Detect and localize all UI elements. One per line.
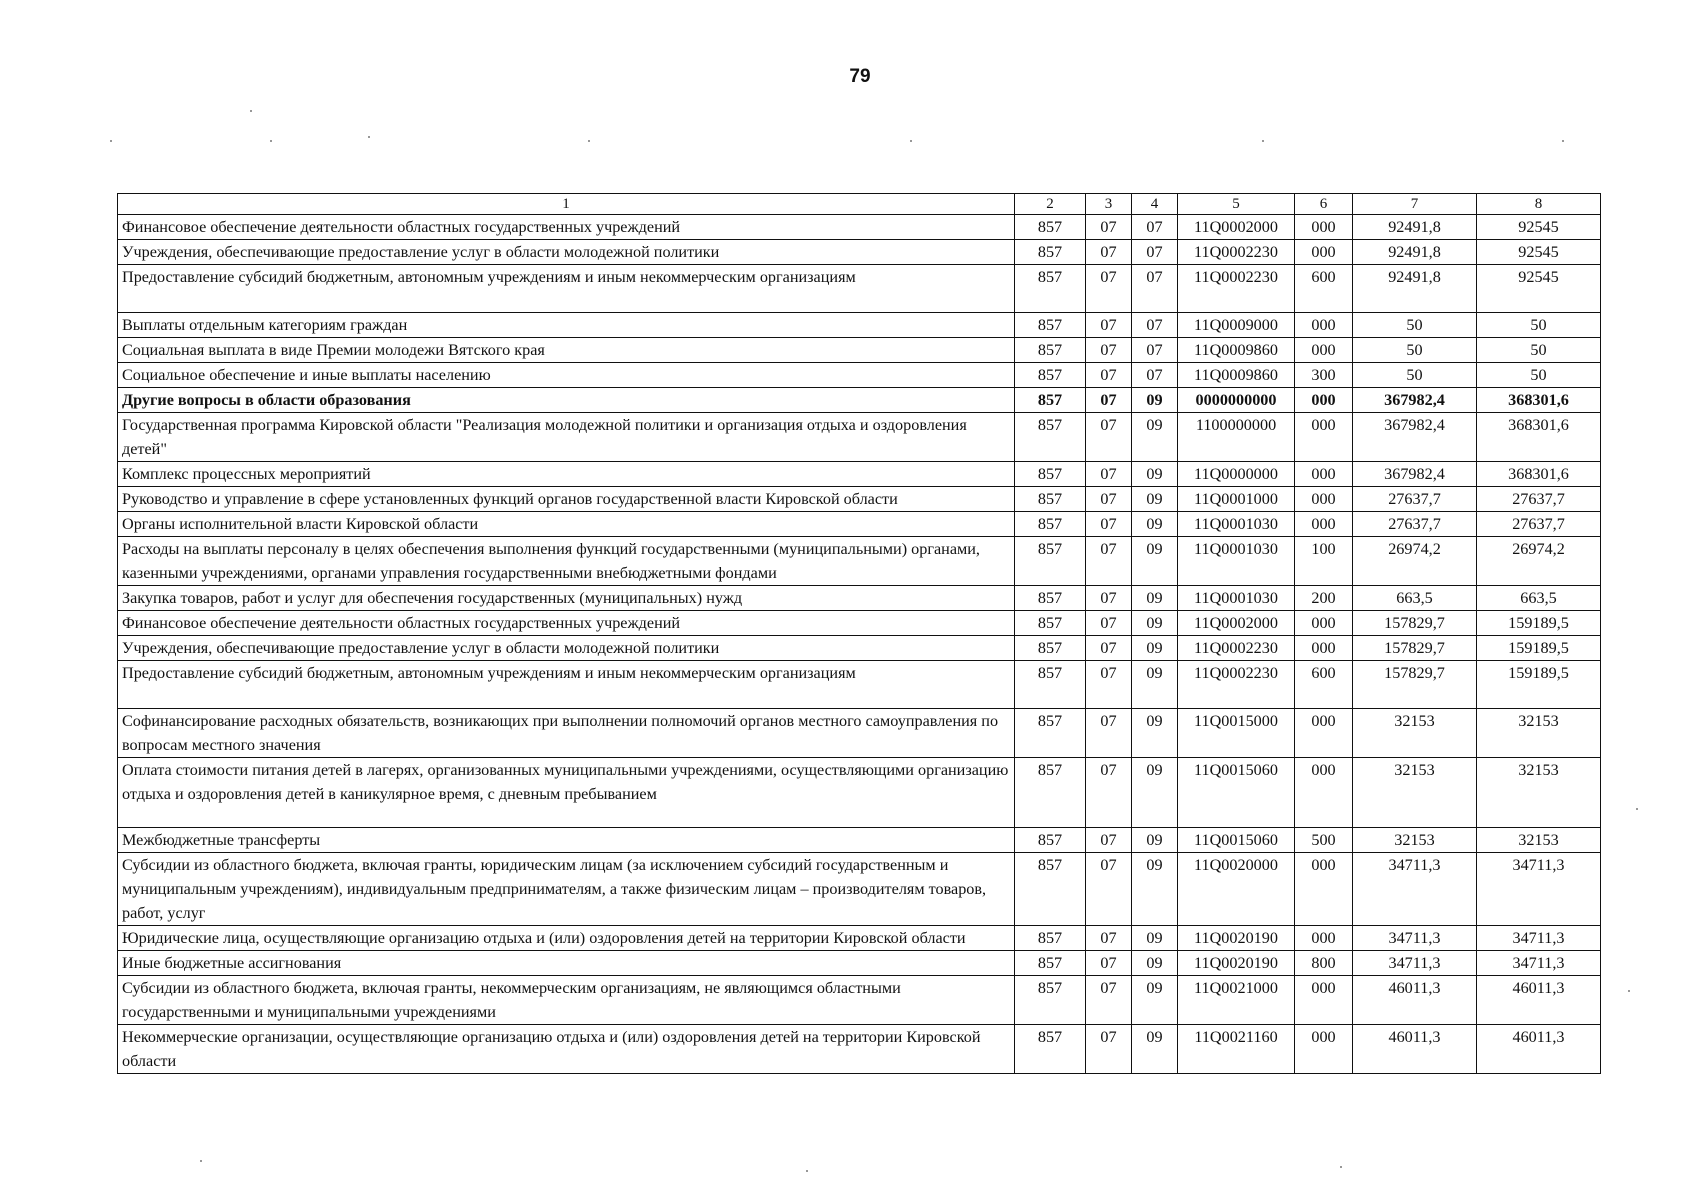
amount-year2-cell: 92545 bbox=[1477, 240, 1601, 265]
subsection-cell: 07 bbox=[1132, 215, 1178, 240]
row-name-cell: Закупка товаров, работ и услуг для обеспечения государственных (муниципальных) нужд bbox=[118, 586, 1015, 611]
section-cell: 07 bbox=[1086, 976, 1132, 1025]
amount-year1-cell: 663,5 bbox=[1353, 586, 1477, 611]
amount-year2-cell: 32153 bbox=[1477, 758, 1601, 828]
amount-year2-cell: 159189,5 bbox=[1477, 661, 1601, 709]
subsection-cell: 09 bbox=[1132, 636, 1178, 661]
row-name-cell: Выплаты отдельным категориям граждан bbox=[118, 313, 1015, 338]
amount-year2-cell: 50 bbox=[1477, 338, 1601, 363]
expense-type-cell: 000 bbox=[1295, 636, 1353, 661]
subsection-cell: 07 bbox=[1132, 240, 1178, 265]
amount-year2-cell: 50 bbox=[1477, 363, 1601, 388]
row-name-cell: Государственная программа Кировской области "Реализация молодежной политики и организация отдыха и оздоровления детей" bbox=[118, 413, 1015, 462]
expense-type-cell: 000 bbox=[1295, 413, 1353, 462]
subsection-cell: 07 bbox=[1132, 265, 1178, 313]
table-row bbox=[118, 853, 1601, 926]
expense-type-cell: 000 bbox=[1295, 462, 1353, 487]
table-row bbox=[118, 388, 1601, 413]
amount-year2-cell: 159189,5 bbox=[1477, 611, 1601, 636]
expense-type-cell: 000 bbox=[1295, 512, 1353, 537]
target-item-cell: 11Q0015060 bbox=[1178, 758, 1295, 828]
column-header: 6 bbox=[1295, 194, 1353, 215]
subsection-cell: 09 bbox=[1132, 926, 1178, 951]
amount-year2-cell: 27637,7 bbox=[1477, 487, 1601, 512]
amount-year1-cell: 50 bbox=[1353, 313, 1477, 338]
amount-year2-cell: 32153 bbox=[1477, 709, 1601, 758]
section-cell: 07 bbox=[1086, 313, 1132, 338]
table-row bbox=[118, 586, 1601, 611]
subsection-cell: 09 bbox=[1132, 1025, 1178, 1074]
target-item-cell: 11Q0020000 bbox=[1178, 853, 1295, 926]
section-cell: 07 bbox=[1086, 413, 1132, 462]
subsection-cell: 09 bbox=[1132, 586, 1178, 611]
table-row bbox=[118, 413, 1601, 462]
row-name-cell: Социальное обеспечение и иные выплаты населению bbox=[118, 363, 1015, 388]
amount-year1-cell: 92491,8 bbox=[1353, 265, 1477, 313]
amount-year1-cell: 34711,3 bbox=[1353, 951, 1477, 976]
column-header: 2 bbox=[1015, 194, 1086, 215]
amount-year1-cell: 34711,3 bbox=[1353, 853, 1477, 926]
table-row bbox=[118, 338, 1601, 363]
table-row bbox=[118, 462, 1601, 487]
gl-code-cell: 857 bbox=[1015, 388, 1086, 413]
section-cell: 07 bbox=[1086, 926, 1132, 951]
amount-year2-cell: 92545 bbox=[1477, 265, 1601, 313]
table-row bbox=[118, 951, 1601, 976]
gl-code-cell: 857 bbox=[1015, 976, 1086, 1025]
table-row bbox=[118, 976, 1601, 1025]
table-row bbox=[118, 926, 1601, 951]
target-item-cell: 11Q0015060 bbox=[1178, 828, 1295, 853]
row-name-cell: Социальная выплата в виде Премии молодежи Вятского края bbox=[118, 338, 1015, 363]
page-number: 79 bbox=[849, 66, 871, 87]
row-name-cell: Учреждения, обеспечивающие предоставление услуг в области молодежной политики bbox=[118, 240, 1015, 265]
table-row bbox=[118, 240, 1601, 265]
gl-code-cell: 857 bbox=[1015, 313, 1086, 338]
budget-table bbox=[117, 193, 1601, 1074]
section-cell: 07 bbox=[1086, 586, 1132, 611]
amount-year2-cell: 368301,6 bbox=[1477, 462, 1601, 487]
amount-year2-cell: 46011,3 bbox=[1477, 1025, 1601, 1074]
subsection-cell: 09 bbox=[1132, 462, 1178, 487]
target-item-cell: 11Q0002230 bbox=[1178, 265, 1295, 313]
scan-speck bbox=[1628, 990, 1630, 992]
subsection-cell: 09 bbox=[1132, 388, 1178, 413]
expense-type-cell: 500 bbox=[1295, 828, 1353, 853]
subsection-cell: 07 bbox=[1132, 363, 1178, 388]
amount-year2-cell: 159189,5 bbox=[1477, 636, 1601, 661]
subsection-cell: 09 bbox=[1132, 828, 1178, 853]
subsection-cell: 07 bbox=[1132, 313, 1178, 338]
amount-year2-cell: 26974,2 bbox=[1477, 537, 1601, 586]
section-cell: 07 bbox=[1086, 951, 1132, 976]
table-row bbox=[118, 512, 1601, 537]
gl-code-cell: 857 bbox=[1015, 758, 1086, 828]
amount-year2-cell: 368301,6 bbox=[1477, 388, 1601, 413]
amount-year1-cell: 50 bbox=[1353, 363, 1477, 388]
gl-code-cell: 857 bbox=[1015, 661, 1086, 709]
target-item-cell: 11Q0009860 bbox=[1178, 363, 1295, 388]
row-name-cell: Оплата стоимости питания детей в лагерях, организованных муниципальными учреждениями, осуществляющими организацию отдыха и оздоровления детей в каникулярное время, с дневным пребыванием bbox=[118, 758, 1015, 828]
expense-type-cell: 000 bbox=[1295, 853, 1353, 926]
amount-year1-cell: 32153 bbox=[1353, 828, 1477, 853]
expense-type-cell: 600 bbox=[1295, 661, 1353, 709]
target-item-cell: 11Q0021000 bbox=[1178, 976, 1295, 1025]
row-name-cell: Расходы на выплаты персоналу в целях обеспечения выполнения функций государственными (муниципальными) органами, казенными учреждениями, органами управления государственными внебюджетными фондами bbox=[118, 537, 1015, 586]
table-header-row bbox=[118, 194, 1601, 215]
table-row bbox=[118, 363, 1601, 388]
expense-type-cell: 200 bbox=[1295, 586, 1353, 611]
section-cell: 07 bbox=[1086, 661, 1132, 709]
amount-year1-cell: 34711,3 bbox=[1353, 926, 1477, 951]
row-name-cell: Межбюджетные трансферты bbox=[118, 828, 1015, 853]
section-cell: 07 bbox=[1086, 512, 1132, 537]
expense-type-cell: 000 bbox=[1295, 926, 1353, 951]
table-row bbox=[118, 758, 1601, 828]
amount-year1-cell: 26974,2 bbox=[1353, 537, 1477, 586]
expense-type-cell: 000 bbox=[1295, 313, 1353, 338]
section-cell: 07 bbox=[1086, 758, 1132, 828]
row-name-cell: Некоммерческие организации, осуществляющие организацию отдыха и (или) оздоровления детей на территории Кировской области bbox=[118, 1025, 1015, 1074]
amount-year1-cell: 157829,7 bbox=[1353, 611, 1477, 636]
gl-code-cell: 857 bbox=[1015, 926, 1086, 951]
row-name-cell: Комплекс процессных мероприятий bbox=[118, 462, 1015, 487]
scan-speck bbox=[1562, 140, 1564, 142]
row-name-cell: Финансовое обеспечение деятельности областных государственных учреждений bbox=[118, 611, 1015, 636]
section-cell: 07 bbox=[1086, 265, 1132, 313]
expense-type-cell: 300 bbox=[1295, 363, 1353, 388]
target-item-cell: 0000000000 bbox=[1178, 388, 1295, 413]
row-name-cell: Учреждения, обеспечивающие предоставление услуг в области молодежной политики bbox=[118, 636, 1015, 661]
scan-speck bbox=[910, 140, 912, 142]
amount-year2-cell: 368301,6 bbox=[1477, 413, 1601, 462]
row-name-cell: Другие вопросы в области образования bbox=[118, 388, 1015, 413]
gl-code-cell: 857 bbox=[1015, 265, 1086, 313]
target-item-cell: 11Q0015000 bbox=[1178, 709, 1295, 758]
gl-code-cell: 857 bbox=[1015, 240, 1086, 265]
gl-code-cell: 857 bbox=[1015, 586, 1086, 611]
amount-year1-cell: 32153 bbox=[1353, 709, 1477, 758]
amount-year1-cell: 367982,4 bbox=[1353, 388, 1477, 413]
gl-code-cell: 857 bbox=[1015, 853, 1086, 926]
amount-year2-cell: 34711,3 bbox=[1477, 926, 1601, 951]
scan-speck bbox=[1340, 1166, 1342, 1168]
row-name-cell: Субсидии из областного бюджета, включая гранты, некоммерческим организациям, не являющимся областными государственными и муниципальными учреждениями bbox=[118, 976, 1015, 1025]
scan-speck bbox=[110, 140, 112, 142]
section-cell: 07 bbox=[1086, 363, 1132, 388]
section-cell: 07 bbox=[1086, 487, 1132, 512]
section-cell: 07 bbox=[1086, 611, 1132, 636]
expense-type-cell: 000 bbox=[1295, 240, 1353, 265]
expense-type-cell: 000 bbox=[1295, 215, 1353, 240]
table-row bbox=[118, 313, 1601, 338]
target-item-cell: 11Q0002000 bbox=[1178, 215, 1295, 240]
amount-year2-cell: 34711,3 bbox=[1477, 853, 1601, 926]
row-name-cell: Финансовое обеспечение деятельности областных государственных учреждений bbox=[118, 215, 1015, 240]
column-header: 3 bbox=[1086, 194, 1132, 215]
amount-year1-cell: 157829,7 bbox=[1353, 636, 1477, 661]
scan-speck bbox=[588, 140, 590, 142]
subsection-cell: 09 bbox=[1132, 709, 1178, 758]
amount-year2-cell: 46011,3 bbox=[1477, 976, 1601, 1025]
expense-type-cell: 000 bbox=[1295, 709, 1353, 758]
gl-code-cell: 857 bbox=[1015, 338, 1086, 363]
scan-speck bbox=[200, 1160, 202, 1162]
gl-code-cell: 857 bbox=[1015, 215, 1086, 240]
table-row bbox=[118, 636, 1601, 661]
scan-speck bbox=[250, 110, 252, 112]
amount-year2-cell: 50 bbox=[1477, 313, 1601, 338]
section-cell: 07 bbox=[1086, 215, 1132, 240]
target-item-cell: 11Q0000000 bbox=[1178, 462, 1295, 487]
subsection-cell: 09 bbox=[1132, 758, 1178, 828]
column-header: 8 bbox=[1477, 194, 1601, 215]
column-header: 1 bbox=[118, 194, 1015, 215]
expense-type-cell: 100 bbox=[1295, 537, 1353, 586]
subsection-cell: 09 bbox=[1132, 661, 1178, 709]
amount-year1-cell: 46011,3 bbox=[1353, 1025, 1477, 1074]
subsection-cell: 07 bbox=[1132, 338, 1178, 363]
amount-year2-cell: 92545 bbox=[1477, 215, 1601, 240]
amount-year2-cell: 34711,3 bbox=[1477, 951, 1601, 976]
target-item-cell: 11Q0002230 bbox=[1178, 636, 1295, 661]
amount-year2-cell: 27637,7 bbox=[1477, 512, 1601, 537]
gl-code-cell: 857 bbox=[1015, 537, 1086, 586]
gl-code-cell: 857 bbox=[1015, 709, 1086, 758]
section-cell: 07 bbox=[1086, 537, 1132, 586]
table-row bbox=[118, 215, 1601, 240]
scan-speck bbox=[270, 140, 272, 142]
subsection-cell: 09 bbox=[1132, 413, 1178, 462]
table-row bbox=[118, 265, 1601, 313]
amount-year1-cell: 92491,8 bbox=[1353, 215, 1477, 240]
gl-code-cell: 857 bbox=[1015, 413, 1086, 462]
gl-code-cell: 857 bbox=[1015, 363, 1086, 388]
target-item-cell: 1100000000 bbox=[1178, 413, 1295, 462]
target-item-cell: 11Q0002230 bbox=[1178, 661, 1295, 709]
scan-speck bbox=[368, 136, 370, 138]
amount-year1-cell: 27637,7 bbox=[1353, 487, 1477, 512]
column-header: 5 bbox=[1178, 194, 1295, 215]
amount-year1-cell: 50 bbox=[1353, 338, 1477, 363]
gl-code-cell: 857 bbox=[1015, 636, 1086, 661]
row-name-cell: Иные бюджетные ассигнования bbox=[118, 951, 1015, 976]
row-name-cell: Субсидии из областного бюджета, включая гранты, юридическим лицам (за исключением субсидий государственным и муниципальным учреждениям), индивидуальным предпринимателям, а также физическим лицам – производителям товаров, работ, услуг bbox=[118, 853, 1015, 926]
row-name-cell: Руководство и управление в сфере установленных функций органов государственной власти Кировской области bbox=[118, 487, 1015, 512]
amount-year2-cell: 663,5 bbox=[1477, 586, 1601, 611]
table-row bbox=[118, 611, 1601, 636]
target-item-cell: 11Q0001030 bbox=[1178, 586, 1295, 611]
target-item-cell: 11Q0020190 bbox=[1178, 926, 1295, 951]
target-item-cell: 11Q0009860 bbox=[1178, 338, 1295, 363]
amount-year1-cell: 367982,4 bbox=[1353, 462, 1477, 487]
target-item-cell: 11Q0009000 bbox=[1178, 313, 1295, 338]
expense-type-cell: 000 bbox=[1295, 976, 1353, 1025]
expense-type-cell: 000 bbox=[1295, 758, 1353, 828]
gl-code-cell: 857 bbox=[1015, 512, 1086, 537]
expense-type-cell: 800 bbox=[1295, 951, 1353, 976]
section-cell: 07 bbox=[1086, 388, 1132, 413]
row-name-cell: Софинансирование расходных обязательств, возникающих при выполнении полномочий органов местного самоуправления по вопросам местного значения bbox=[118, 709, 1015, 758]
subsection-cell: 09 bbox=[1132, 976, 1178, 1025]
section-cell: 07 bbox=[1086, 853, 1132, 926]
expense-type-cell: 000 bbox=[1295, 1025, 1353, 1074]
section-cell: 07 bbox=[1086, 828, 1132, 853]
subsection-cell: 09 bbox=[1132, 951, 1178, 976]
table-row bbox=[118, 487, 1601, 512]
amount-year1-cell: 92491,8 bbox=[1353, 240, 1477, 265]
target-item-cell: 11Q0021160 bbox=[1178, 1025, 1295, 1074]
column-header: 7 bbox=[1353, 194, 1477, 215]
target-item-cell: 11Q0020190 bbox=[1178, 951, 1295, 976]
column-header: 4 bbox=[1132, 194, 1178, 215]
section-cell: 07 bbox=[1086, 240, 1132, 265]
table-row bbox=[118, 709, 1601, 758]
section-cell: 07 bbox=[1086, 1025, 1132, 1074]
gl-code-cell: 857 bbox=[1015, 462, 1086, 487]
scan-speck bbox=[806, 1170, 808, 1172]
section-cell: 07 bbox=[1086, 636, 1132, 661]
target-item-cell: 11Q0001030 bbox=[1178, 537, 1295, 586]
expense-type-cell: 000 bbox=[1295, 338, 1353, 363]
expense-type-cell: 000 bbox=[1295, 388, 1353, 413]
subsection-cell: 09 bbox=[1132, 611, 1178, 636]
subsection-cell: 09 bbox=[1132, 512, 1178, 537]
table-row bbox=[118, 537, 1601, 586]
scan-speck bbox=[1636, 808, 1638, 810]
expense-type-cell: 000 bbox=[1295, 487, 1353, 512]
target-item-cell: 11Q0002230 bbox=[1178, 240, 1295, 265]
table-row bbox=[118, 1025, 1601, 1074]
gl-code-cell: 857 bbox=[1015, 951, 1086, 976]
amount-year1-cell: 367982,4 bbox=[1353, 413, 1477, 462]
amount-year1-cell: 32153 bbox=[1353, 758, 1477, 828]
row-name-cell: Предоставление субсидий бюджетным, автономным учреждениям и иным некоммерческим организациям bbox=[118, 265, 1015, 313]
expense-type-cell: 000 bbox=[1295, 611, 1353, 636]
gl-code-cell: 857 bbox=[1015, 611, 1086, 636]
target-item-cell: 11Q0001030 bbox=[1178, 512, 1295, 537]
gl-code-cell: 857 bbox=[1015, 828, 1086, 853]
table-row bbox=[118, 661, 1601, 709]
section-cell: 07 bbox=[1086, 462, 1132, 487]
target-item-cell: 11Q0002000 bbox=[1178, 611, 1295, 636]
section-cell: 07 bbox=[1086, 709, 1132, 758]
subsection-cell: 09 bbox=[1132, 487, 1178, 512]
row-name-cell: Юридические лица, осуществляющие организацию отдыха и (или) оздоровления детей на территории Кировской области bbox=[118, 926, 1015, 951]
subsection-cell: 09 bbox=[1132, 537, 1178, 586]
scan-speck bbox=[1262, 140, 1264, 142]
subsection-cell: 09 bbox=[1132, 853, 1178, 926]
row-name-cell: Органы исполнительной власти Кировской области bbox=[118, 512, 1015, 537]
table-row bbox=[118, 828, 1601, 853]
expense-type-cell: 600 bbox=[1295, 265, 1353, 313]
row-name-cell: Предоставление субсидий бюджетным, автономным учреждениям и иным некоммерческим организациям bbox=[118, 661, 1015, 709]
section-cell: 07 bbox=[1086, 338, 1132, 363]
amount-year1-cell: 157829,7 bbox=[1353, 661, 1477, 709]
amount-year1-cell: 46011,3 bbox=[1353, 976, 1477, 1025]
gl-code-cell: 857 bbox=[1015, 487, 1086, 512]
target-item-cell: 11Q0001000 bbox=[1178, 487, 1295, 512]
amount-year1-cell: 27637,7 bbox=[1353, 512, 1477, 537]
amount-year2-cell: 32153 bbox=[1477, 828, 1601, 853]
gl-code-cell: 857 bbox=[1015, 1025, 1086, 1074]
